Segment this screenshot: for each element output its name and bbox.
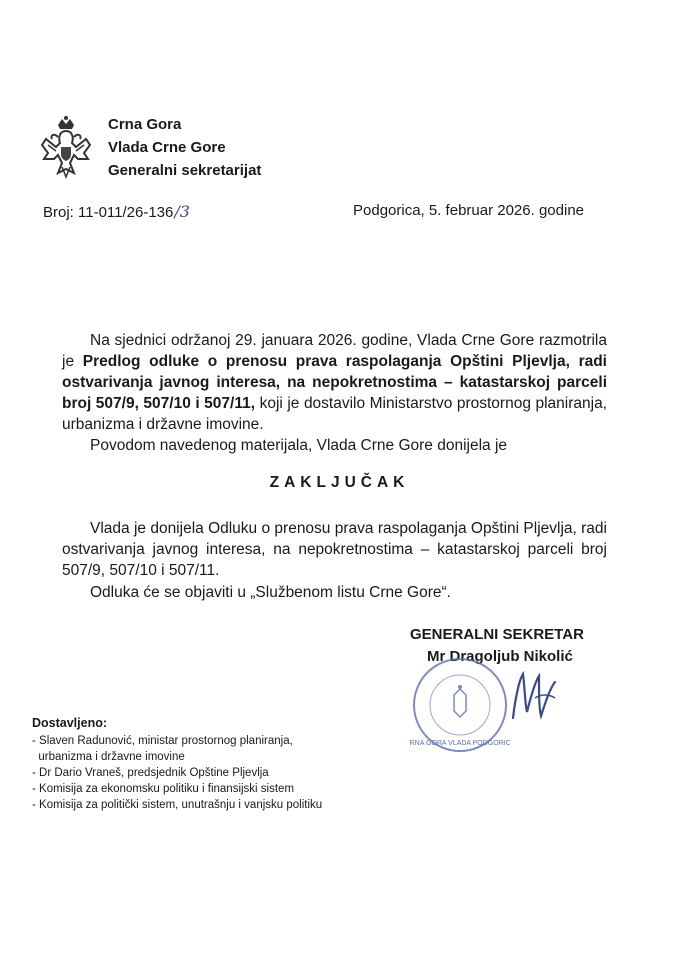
handwritten-suffix: /3: [174, 202, 190, 221]
signature-name: Mr Dragoljub Nikolić: [427, 648, 573, 665]
header-country: Crna Gora: [108, 116, 182, 133]
paragraph-adopted: [62, 435, 607, 456]
reference-number-text: Broj: 11-011/26-136: [43, 204, 174, 221]
paragraph-session-start: Na sjednici održanoj 29. januara 2026. godine, Vlada Crne Gore razmotrila je: [62, 332, 607, 370]
recipient-item: urbanizma i državne imovine: [32, 751, 185, 763]
government-header: [108, 113, 261, 182]
place-date: Podgorica, 5. februar 2026. godine: [353, 202, 584, 219]
official-stamp: [410, 655, 510, 755]
paragraph-publication-text: Odluka će se objaviti u „Službenom listu Crne Gore“.: [90, 584, 451, 601]
stamp-text: CRNA GORA VLADA PODGORICA: [410, 740, 510, 747]
conclusion-title: ZAKLJUČAK: [269, 474, 410, 491]
signature-role: GENERALNI SEKRETAR: [410, 626, 584, 643]
header-government: Vlada Crne Gore: [108, 139, 226, 156]
paragraph-publication: [62, 582, 607, 603]
recipient-item: - Slaven Radunović, ministar prostornog planiranja,: [32, 735, 293, 747]
header-secretariat: Generalni sekretarijat: [108, 162, 262, 179]
recipients-heading: Dostavljeno:: [32, 716, 108, 730]
coat-of-arms-icon: [36, 115, 96, 185]
paragraph-decision-text: Vlada je donijela Odluku o prenosu prava raspolaganja Opštini Pljevlja, radi ostvarivanja javnog interesa, na nepokretnostima – katastarskoj parceli broj 507/9, 507/10 i 507/11.: [62, 520, 607, 579]
paragraph-adopted-text: Povodom navedenog materijala, Vlada Crne Gore donijela je: [90, 437, 508, 454]
reference-number: [43, 202, 190, 221]
recipient-item: - Komisija za politički sistem, unutrašnju i vanjsku politiku: [32, 799, 323, 811]
paragraph-session-bold: Predlog odluke o prenosu prava raspolaganja Opštini Pljevlja, radi ostvarivanja javnog interesa, na nepokretnostima – katastarskoj parceli broj 507/9, 507/10 i 507/11,: [62, 353, 607, 412]
paragraph-session: [62, 330, 607, 435]
paragraph-decision: [62, 518, 607, 581]
paragraph-session-end: koji je dostavilo Ministarstvo prostornog planiranja, urbanizma i državne imovine.: [62, 395, 607, 433]
recipient-item: - Dr Dario Vraneš, predsjednik Opštine Pljevlja: [32, 767, 269, 779]
handwritten-signature-icon: [505, 660, 565, 730]
recipients-block: [32, 715, 322, 813]
recipient-item: - Komisija za ekonomsku politiku i finansijski sistem: [32, 783, 295, 795]
